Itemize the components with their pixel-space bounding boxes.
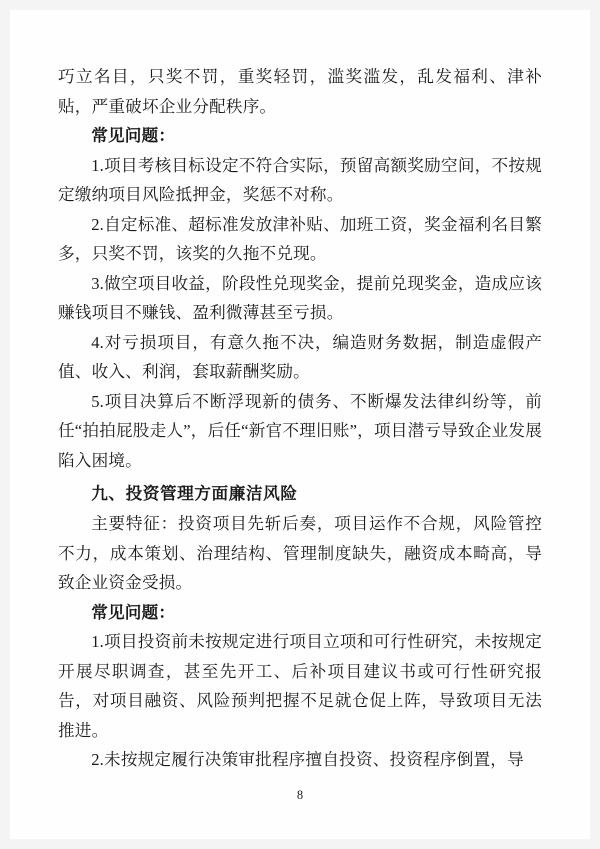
list-item-1: 1.项目考核目标设定不符合实际，预留高额奖励空间，不按规定缴纳项目风险抵押金，奖惩不对称。 [58,155,542,205]
paragraph-continued: 巧立名目，只奖不罚，重奖轻罚，滥奖滥发，乱发福利、津补贴，严重破坏企业分配秩序。 [58,67,542,116]
scan-edge-right [590,0,600,849]
document-text-body [58,62,542,775]
paragraph-main-characteristics: 主要特征：投资项目先斩后奏，项目运作不合规，风险管控不力，成本策划、治理结构、管理制度缺失，融资成本畸高，导致企业资金受损。 [58,513,542,593]
page-number: 8 [296,788,304,802]
list-item-5: 5.项目决算后不断浮现新的债务、不断爆发法律纠纷等，前任“拍拍屁股走人”，后任“新官不理旧账”，项目潜亏导致企业发展陷入困境。 [58,391,542,470]
section-label-common-problems-2: 常见问题： [91,602,176,622]
list-item-3: 3.做空项目收益，阶段性兑现奖金，提前兑现奖金，造成应该赚钱项目不赚钱、盈利微薄甚至亏损。 [58,273,542,323]
list-item-7: 2.未按规定履行决策审批程序擅自投资、投资程序倒置，导 [91,750,524,770]
scan-edge-top [0,0,600,10]
section-label-common-problems-1: 常见问题： [91,126,176,146]
list-item-6: 1.项目投资前未按规定进行项目立项和可行性研究，未按规定开展尽职调查，甚至先开工、后补项目建议书或可行性研究报告，对项目融资、风险预判把握不足就仓促上阵，导致项目无法推进。 [58,632,542,740]
scan-edge-bottom [0,839,600,849]
section-heading-nine: 九、投资管理方面廉洁风险 [91,484,298,504]
list-item-2: 2.自定标准、超标准发放津补贴、加班工资，奖金福利名目繁多，只奖不罚，该奖的久拖不兑现。 [58,214,542,264]
list-item-4: 4.对亏损项目，有意久拖不决，编造财务数据，制造虚假产值、收入、利润，套取薪酬奖励。 [58,332,542,382]
scan-edge-left [0,0,10,849]
